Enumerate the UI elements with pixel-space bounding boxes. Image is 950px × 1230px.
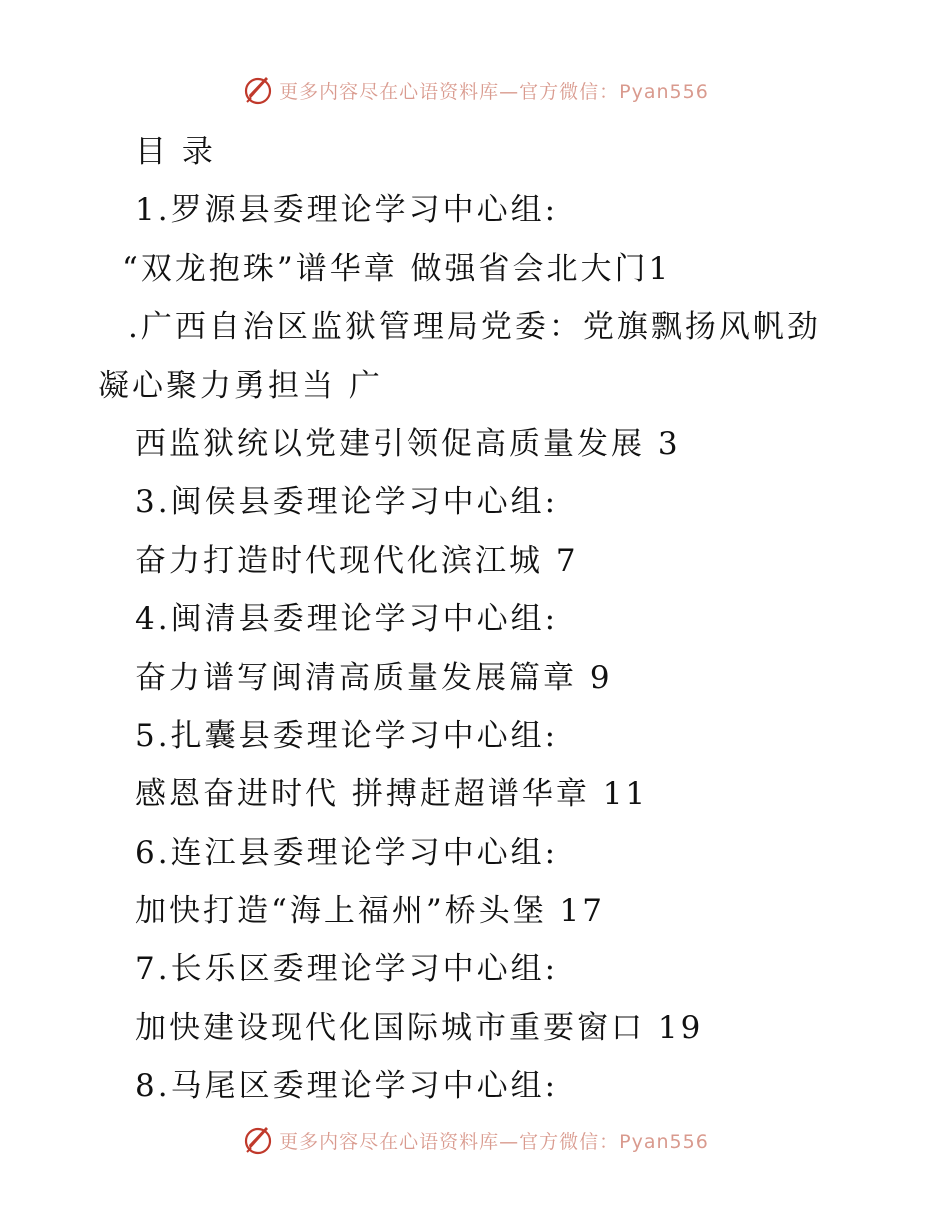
toc-line: 6.连江县委理论学习中心组: (135, 834, 559, 871)
toc-line: 4.闽清县委理论学习中心组: (135, 601, 559, 638)
table-of-contents (0, 123, 950, 1116)
header-watermark (0, 70, 950, 110)
toc-line: 奋力谱写闽清高质量发展篇章 9 (135, 659, 613, 696)
toc-line: 8.马尾区委理论学习中心组: (135, 1068, 559, 1105)
quill-pen-logo-icon (241, 73, 275, 107)
quill-pen-logo-icon (241, 1123, 275, 1157)
footer-watermark (0, 1120, 950, 1160)
toc-line: 3.闽侯县委理论学习中心组: (135, 484, 559, 521)
watermark-text: 更多内容尽在心语资料库—官方微信：Pyan556 (279, 1130, 709, 1153)
toc-heading: 目 录 (135, 134, 216, 170)
toc-line: 5.扎囊县委理论学习中心组: (135, 717, 559, 754)
toc-line: “双龙抱珠”谱华章 做强省会北大门1 (122, 250, 672, 287)
toc-line: .广西自治区监狱管理局党委：党旗飘扬风帆劲 (128, 309, 821, 346)
toc-line: 西监狱统以党建引领促高质量发展 3 (135, 425, 681, 462)
toc-line: 加快打造“海上福州”桥头堡 17 (135, 893, 605, 930)
toc-line: 7.长乐区委理论学习中心组: (135, 951, 559, 988)
watermark-text: 更多内容尽在心语资料库—官方微信：Pyan556 (279, 80, 709, 103)
toc-line: 奋力打造时代现代化滨江城 7 (135, 542, 579, 579)
toc-line: 感恩奋进时代 拼搏赶超谱华章 11 (135, 776, 649, 813)
toc-line: 凝心聚力勇担当 广 (98, 367, 383, 404)
toc-line: 加快建设现代化国际城市重要窗口 19 (135, 1009, 704, 1046)
toc-line: 1.罗源县委理论学习中心组: (135, 192, 559, 229)
